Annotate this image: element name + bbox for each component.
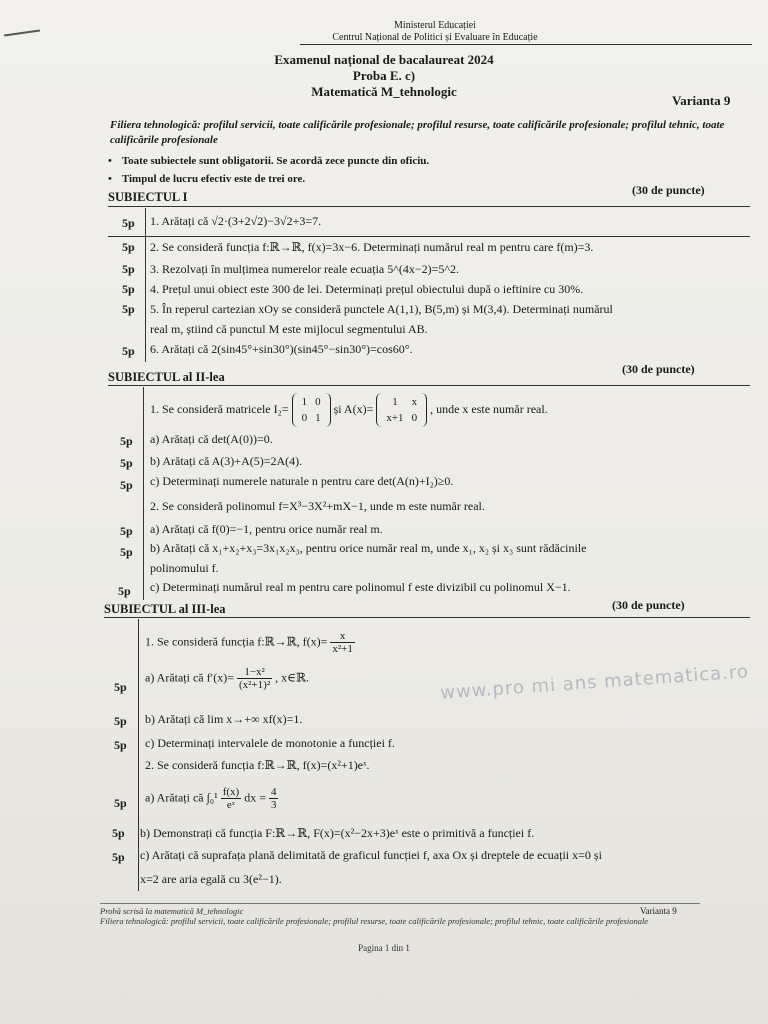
subiect3-item-c2: c) Arătați că suprafața plană delimitată de graficul funcției f, axa Ox și dreptele de ecuații x=0 și: [140, 848, 602, 862]
fraction-denominator: eˣ: [226, 799, 235, 811]
instruction-item: • Timpul de lucru efectiv este de trei ore.: [108, 170, 429, 188]
intro1-text-b: și A(x)=: [333, 401, 374, 416]
instructions-list: [108, 152, 429, 188]
score: 5p: [120, 524, 133, 538]
subiect3-title: SUBIECTUL al III-lea: [104, 602, 226, 616]
score: 5p: [120, 545, 133, 559]
subiect3-item-b1: b) Arătați că lim x→+∞ xf(x)=1.: [145, 712, 303, 726]
subiect2-item: b) Arătați că A(3)+A(5)=2A(4).: [150, 454, 303, 468]
score: 5p: [114, 714, 127, 728]
footer-variant: Varianta 9: [640, 906, 677, 916]
fraction-numerator: f(x): [222, 786, 240, 798]
center-name: Centrul Național de Politici și Evaluare în Educație: [332, 32, 538, 43]
subiect2-item: c) Determinați numărul real m pentru care polinomul f este divizibil cu polinomul X−1.: [150, 580, 571, 594]
header-divider: [300, 44, 752, 45]
footer-line1: Probă scrisă la matematică M_tehnologic: [100, 906, 244, 916]
fraction: [221, 786, 242, 811]
footer-divider: [100, 903, 700, 904]
footer-text: [100, 906, 690, 926]
fraction-numerator: 4: [270, 786, 277, 798]
fraction-denominator: (x²+1)²: [239, 679, 271, 691]
matrix-cell: x+1: [386, 412, 404, 424]
subiect2-item: c) Determinați numerele naturale n pentru care det(A(n)+I₂)≥0.: [150, 474, 454, 488]
exam-proba: Proba E. c): [352, 68, 416, 83]
subiect3-item-c1: c) Determinați intervalele de monotonie a funcției f.: [145, 736, 395, 750]
subiect1-score-column: [145, 208, 146, 362]
subiect2-intro2: 2. Se consideră polinomul f=X³−3X²+mX−1, unde m este număr real.: [150, 499, 485, 513]
score: 5p: [118, 584, 131, 598]
score: 5p: [114, 680, 127, 694]
matrix-cell: 1: [392, 396, 398, 408]
subiect3-score-column: [138, 619, 139, 891]
subiect1-item: 1. Arătați că √2·(3+2√2)−3√2+3=7.: [150, 214, 322, 228]
subiect1-item-cont: real m, știind că punctul M este mijlocul segmentului AB.: [150, 322, 428, 336]
pen-mark: [4, 30, 40, 37]
score: 5p: [120, 456, 133, 470]
subiect3-divider: [104, 617, 750, 618]
score: 5p: [120, 434, 133, 448]
matrix-cell: 0: [315, 396, 321, 408]
a2-mid: dx =: [244, 790, 266, 805]
score: 5p: [112, 850, 125, 864]
subiect2-score-column: [143, 387, 144, 600]
page-number: Pagina 1 din 1: [358, 943, 410, 953]
matrix-cell: 0: [301, 412, 308, 424]
footer-line2: Filiera tehnologică: profilul servicii, toate calificările profesionale; profilul resurse, toate calificările profesionale; profilul tehnic, toate calificările profesionale: [100, 916, 649, 926]
subiect3-intro1: [145, 630, 355, 655]
subiect1-title: SUBIECTUL I: [108, 190, 188, 204]
subiect1-item: 6. Arătați că 2(sin45°+sin30°)(sin45°−sin30°)=cos60°.: [150, 342, 413, 356]
score: 5p: [114, 796, 127, 810]
intro1-text: 1. Se consideră funcția f:ℝ→ℝ, f(x)=: [145, 634, 328, 649]
subiect2-divider: [108, 385, 750, 386]
matrix-cell: 1: [315, 412, 321, 424]
a1-post: , x∈ℝ.: [275, 670, 310, 685]
score: 5p: [122, 240, 135, 254]
matrix-cell: 1: [301, 396, 308, 408]
subiect1-points: (30 de puncte): [632, 183, 705, 197]
score: 5p: [114, 738, 127, 752]
subiect3-item-c2-cont: x=2 are aria egală cu 3(e²−1).: [140, 872, 282, 886]
score: 5p: [122, 216, 135, 230]
subiect2-item-cont: polinomului f.: [150, 561, 219, 575]
subiect2-title: SUBIECTUL al II-lea: [108, 370, 225, 384]
matrix-cell: x: [411, 396, 418, 408]
subiect3-points: (30 de puncte): [612, 598, 685, 612]
matrix-cell: 0: [411, 412, 418, 424]
intro1-text-c: , unde x este număr real.: [430, 401, 548, 416]
subiect2-item: b) Arătați că x₁+x₂+x₃=3x₁x₂x₃, pentru orice număr real m, unde x₁, x₂ și x₃ sunt rădăcinile: [150, 541, 587, 555]
matrix-i2: [292, 393, 331, 427]
variant-label: Varianta 9: [672, 93, 731, 108]
score: 5p: [122, 344, 135, 358]
score: 5p: [122, 262, 135, 276]
fraction: [237, 666, 272, 691]
fraction-numerator: 1−x²: [237, 666, 272, 679]
subiect1-item: 2. Se consideră funcția f:ℝ→ℝ, f(x)=3x−6. Determinați numărul real m pentru care f(m)=3.: [150, 240, 594, 254]
subiect2-intro1: [150, 393, 548, 427]
subiect3-item-a2: [145, 786, 278, 811]
a2-text: a) Arătați că ∫₀¹: [145, 790, 218, 805]
fraction: [330, 630, 355, 655]
score: 5p: [122, 282, 135, 296]
subiect1-item: 5. În reperul cartezian xOy se consideră punctele A(1,1), B(5,m) și M(3,4). Determinați numărul: [150, 302, 613, 316]
filiera-text: Filiera tehnologică: profilul servicii, toate calificările profesionale; profilul resurse, toate calificările profesionale; profilul tehnic, toate calificările profesionale: [110, 119, 725, 146]
subiect2-points: (30 de puncte): [622, 362, 695, 376]
subiect3-item-b2: b) Demonstrați că funcția F:ℝ→ℝ, F(x)=(x²−2x+3)eˣ este o primitivă a funcției f.: [140, 826, 535, 840]
instruction-item: • Toate subiectele sunt obligatorii. Se acordă zece puncte din oficiu.: [108, 152, 429, 170]
subiect1-divider: [108, 206, 750, 207]
subiect3-intro2: 2. Se consideră funcția f:ℝ→ℝ, f(x)=(x²+1)eˣ.: [145, 758, 370, 772]
subiect1-item: 4. Prețul unui obiect este 300 de lei. Determinați prețul obiectului după o ieftinire cu 30%.: [150, 282, 584, 296]
subiect2-item: a) Arătați că det(A(0))=0.: [150, 432, 273, 446]
exam-subject: Matematică M_tehnologic: [311, 84, 457, 99]
row-divider: [108, 236, 750, 237]
score: 5p: [112, 826, 125, 840]
handwritten-watermark: www.pro mi ans matematica.ro: [439, 661, 750, 704]
exam-title: Examenul național de bacalaureat 2024: [274, 52, 494, 67]
subiect2-item: a) Arătați că f(0)=−1, pentru orice număr real m.: [150, 522, 383, 536]
ministry-name: Ministerul Educației: [394, 20, 476, 31]
a1-text: a) Arătați că f′(x)=: [145, 670, 235, 685]
intro1-text-a: 1. Se consideră matricele I₂=: [150, 401, 289, 416]
score: 5p: [122, 302, 135, 316]
fraction-numerator: x: [330, 630, 355, 643]
fraction-denominator: x²+1: [332, 643, 353, 655]
fraction: [269, 786, 279, 811]
fraction-denominator: 3: [270, 799, 277, 811]
header: [300, 20, 570, 44]
subiect1-item: 3. Rezolvați în mulțimea numerelor reale ecuația 5^(4x−2)=5^2.: [150, 262, 460, 276]
score: 5p: [120, 478, 133, 492]
subiect3-item-a1: [145, 666, 309, 691]
matrix-ax: [376, 393, 427, 427]
